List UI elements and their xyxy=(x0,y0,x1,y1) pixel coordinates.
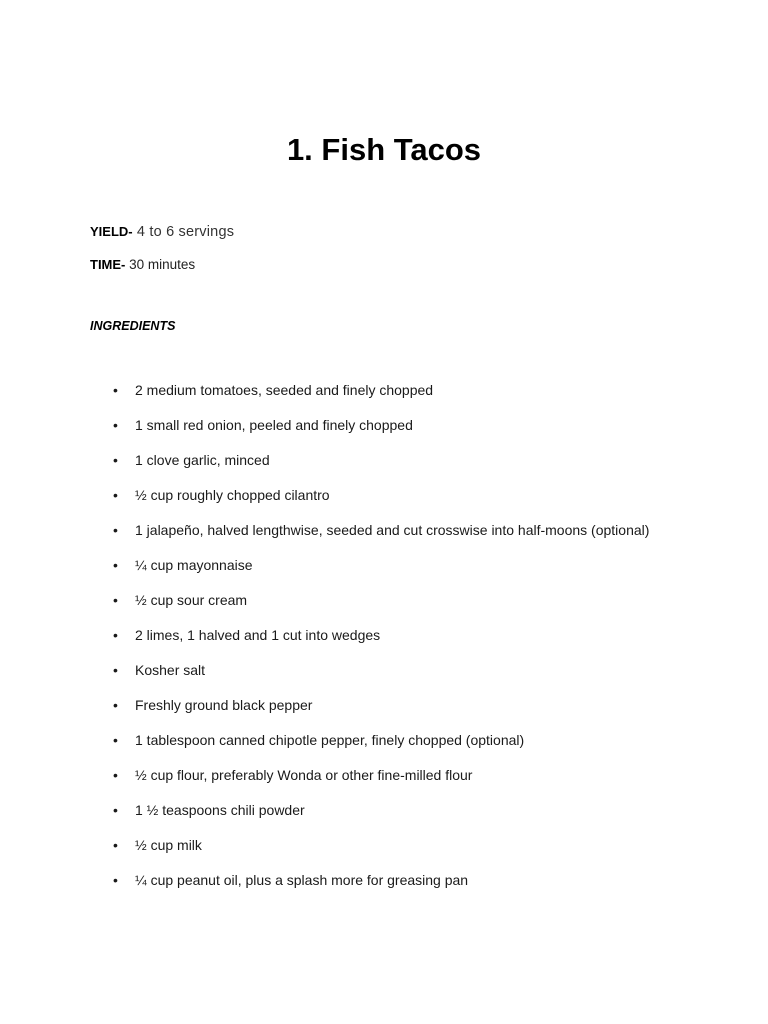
ingredient-item xyxy=(0,520,768,541)
bullet-icon: • xyxy=(113,522,118,538)
ingredient-text: ¼ cup mayonnaise xyxy=(135,557,253,573)
ingredient-list xyxy=(0,380,768,905)
ingredient-text: ½ cup flour, preferably Wonda or other fine-milled flour xyxy=(135,767,473,783)
bullet-icon: • xyxy=(113,837,118,853)
ingredient-item xyxy=(0,450,768,471)
ingredient-item xyxy=(0,485,768,506)
ingredient-item xyxy=(0,765,768,786)
bullet-icon: • xyxy=(113,802,118,818)
bullet-icon: • xyxy=(113,732,118,748)
bullet-icon: • xyxy=(113,452,118,468)
time-label: TIME- xyxy=(90,257,126,272)
bullet-icon: • xyxy=(113,627,118,643)
time-line xyxy=(90,255,195,274)
bullet-icon: • xyxy=(113,417,118,433)
ingredient-item xyxy=(0,660,768,681)
ingredient-item xyxy=(0,870,768,891)
ingredient-text: ½ cup sour cream xyxy=(135,592,248,608)
ingredient-text: ¼ cup peanut oil, plus a splash more for greasing pan xyxy=(135,872,469,888)
bullet-icon: • xyxy=(113,557,118,573)
page-title: 1. Fish Tacos xyxy=(286,132,482,167)
bullet-icon: • xyxy=(113,767,118,783)
ingredient-text: 1 tablespoon canned chipotle pepper, finely chopped (optional) xyxy=(135,732,525,748)
bullet-icon: • xyxy=(113,872,118,888)
bullet-icon: • xyxy=(113,662,118,678)
ingredient-item xyxy=(0,695,768,716)
ingredient-item xyxy=(0,555,768,576)
ingredient-text: 2 limes, 1 halved and 1 cut into wedges xyxy=(135,627,381,643)
yield-label: YIELD- xyxy=(90,224,133,239)
bullet-icon: • xyxy=(113,697,118,713)
bullet-icon: • xyxy=(113,592,118,608)
ingredient-item xyxy=(0,730,768,751)
ingredient-item xyxy=(0,800,768,821)
ingredient-text: 1 jalapeño, halved lengthwise, seeded and cut crosswise into half-moons (optional) xyxy=(135,522,650,538)
bullet-icon: • xyxy=(113,487,118,503)
ingredient-text: Freshly ground black pepper xyxy=(135,697,313,713)
ingredient-text: 1 small red onion, peeled and finely chopped xyxy=(135,417,413,433)
ingredient-item xyxy=(0,380,768,401)
ingredient-text: 2 medium tomatoes, seeded and finely chopped xyxy=(135,382,434,398)
bullet-icon: • xyxy=(113,382,118,398)
ingredient-text: 1 clove garlic, minced xyxy=(135,452,270,468)
ingredient-text: 1 ½ teaspoons chili powder xyxy=(135,802,305,818)
yield-line xyxy=(90,222,234,241)
ingredient-text: ½ cup milk xyxy=(135,837,202,853)
ingredient-item xyxy=(0,415,768,436)
ingredient-item xyxy=(0,835,768,856)
ingredient-item xyxy=(0,625,768,646)
ingredients-heading: INGREDIENTS xyxy=(90,319,176,333)
ingredient-text: Kosher salt xyxy=(135,662,206,678)
time-value: 30 minutes xyxy=(125,257,196,272)
yield-value: 4 to 6 servings xyxy=(132,224,235,240)
ingredient-text: ½ cup roughly chopped cilantro xyxy=(135,487,330,503)
ingredient-item xyxy=(0,590,768,611)
